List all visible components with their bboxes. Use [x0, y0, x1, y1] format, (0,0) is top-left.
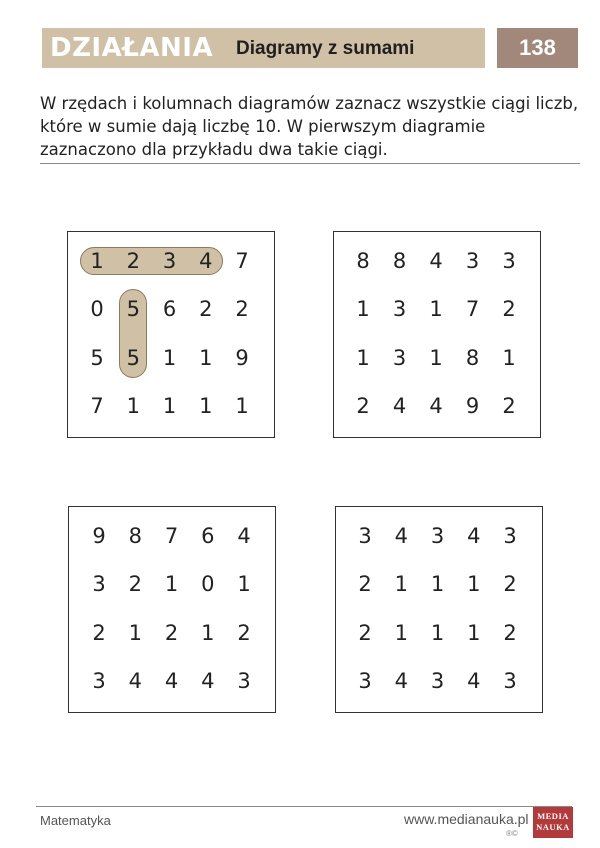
- diagram-cell[interactable]: 5: [126, 297, 140, 322]
- diagram-cell[interactable]: 1: [162, 345, 177, 370]
- diagram-cell[interactable]: 2: [503, 620, 517, 645]
- instructions-text: W rzędach i kolumnach diagramów zaznacz wszystkie ciągi liczb, które w sumie dają liczbę 10. W pierwszym diagramie zaznaczono dla przykładu dwa takie ciągi.: [40, 94, 579, 159]
- diagram-cell[interactable]: 0: [90, 297, 104, 322]
- diagram-cell[interactable]: 2: [358, 620, 372, 645]
- divider-top: [40, 163, 580, 164]
- footer-copyright: ®©: [506, 829, 518, 838]
- diagram-cell[interactable]: 7: [164, 524, 179, 548]
- footer-subject: Matematyka: [40, 813, 111, 828]
- diagram-cell[interactable]: 1: [502, 345, 516, 370]
- page-title: Diagramy z sumami: [236, 38, 415, 59]
- diagram-cell[interactable]: 2: [235, 297, 249, 322]
- diagram-cell[interactable]: 6: [162, 297, 177, 322]
- diagram-cell[interactable]: 1: [356, 297, 370, 322]
- diagram-cell[interactable]: 3: [465, 249, 480, 273]
- diagram-cell[interactable]: 4: [429, 393, 443, 418]
- diagram-cell[interactable]: 4: [199, 249, 213, 273]
- diagram-cell[interactable]: 2: [358, 572, 372, 597]
- media-nauka-logo: [533, 807, 573, 838]
- diagram-cell[interactable]: 1: [128, 620, 142, 645]
- diagram-cell[interactable]: 1: [356, 345, 370, 370]
- diagram-cell[interactable]: 4: [467, 668, 481, 693]
- diagram-cell[interactable]: 7: [465, 297, 480, 322]
- logo-line-1: MEDIA: [537, 811, 569, 821]
- diagram-cell[interactable]: 3: [162, 249, 177, 273]
- diagram-cell[interactable]: 4: [392, 393, 407, 418]
- diagram-cell[interactable]: 2: [502, 393, 516, 418]
- diagram-cell[interactable]: 5: [90, 345, 104, 370]
- diagram-cell[interactable]: 1: [164, 572, 179, 597]
- diagram-cell[interactable]: 1: [394, 572, 408, 597]
- diagram-cell[interactable]: 2: [502, 297, 516, 322]
- diagram-cell[interactable]: 9: [92, 524, 106, 548]
- diagram-cell[interactable]: 1: [199, 393, 213, 418]
- diagram-cell[interactable]: 4: [429, 249, 443, 273]
- diagram-cell[interactable]: 2: [164, 620, 179, 645]
- diagram-cell[interactable]: 1: [199, 345, 213, 370]
- diagram-cell[interactable]: 8: [128, 524, 142, 548]
- diagram-cell[interactable]: 8: [465, 345, 480, 370]
- diagram-cell[interactable]: 3: [358, 524, 372, 548]
- diagram-cell[interactable]: 1: [90, 249, 104, 273]
- diagram-cell[interactable]: 3: [237, 668, 251, 693]
- diagram-cell[interactable]: 4: [394, 668, 408, 693]
- diagram-cell[interactable]: 1: [394, 620, 408, 645]
- diagram-cell[interactable]: 3: [430, 668, 445, 693]
- diagram-cell[interactable]: 1: [467, 572, 481, 597]
- logo-line-2: NAUKA: [536, 822, 570, 832]
- diagram-cell[interactable]: 4: [237, 524, 251, 548]
- diagram-cell[interactable]: 4: [164, 668, 179, 693]
- diagram-cell[interactable]: 1: [201, 620, 215, 645]
- diagram-cell[interactable]: 1: [429, 297, 443, 322]
- diagram-cell[interactable]: 2: [199, 297, 213, 322]
- diagram-cell[interactable]: 9: [465, 393, 480, 418]
- diagram-cell[interactable]: 7: [235, 249, 249, 273]
- diagram-cell[interactable]: 2: [92, 620, 106, 645]
- diagram-cell[interactable]: 1: [467, 620, 481, 645]
- diagram-cell[interactable]: 3: [92, 572, 106, 597]
- diagram-cell[interactable]: 3: [392, 297, 407, 322]
- diagram-cell[interactable]: 6: [201, 524, 215, 548]
- diagram-cell[interactable]: 5: [126, 345, 140, 370]
- diagram-cell[interactable]: 1: [162, 393, 177, 418]
- section-title: DZIAŁANIA: [50, 33, 214, 63]
- diagram-cell[interactable]: 2: [126, 249, 140, 273]
- diagram-cell[interactable]: 3: [358, 668, 372, 693]
- diagram-cell[interactable]: 3: [503, 524, 517, 548]
- diagram-cell[interactable]: 2: [128, 572, 142, 597]
- diagram-cell[interactable]: 3: [502, 249, 516, 273]
- diagram-cell[interactable]: 3: [392, 345, 407, 370]
- diagram-cell[interactable]: 3: [92, 668, 106, 693]
- diagram-cell[interactable]: 1: [430, 572, 445, 597]
- diagram-cell[interactable]: 3: [430, 524, 445, 548]
- diagram-cell[interactable]: 1: [429, 345, 443, 370]
- diagram-cell[interactable]: 2: [503, 572, 517, 597]
- divider-footer: [36, 806, 572, 807]
- diagram-cell[interactable]: 0: [201, 572, 215, 597]
- diagram-cell[interactable]: 8: [356, 249, 370, 273]
- diagram-cell[interactable]: 1: [235, 393, 249, 418]
- footer-website-link[interactable]: www.medianauka.pl: [404, 811, 529, 827]
- diagram-cell[interactable]: 4: [201, 668, 215, 693]
- diagram-cell[interactable]: 4: [128, 668, 142, 693]
- diagram-cell[interactable]: 2: [356, 393, 370, 418]
- diagram-cell[interactable]: 1: [126, 393, 140, 418]
- diagram-cell[interactable]: 4: [394, 524, 408, 548]
- diagram-cell[interactable]: 4: [467, 524, 481, 548]
- diagram-cell[interactable]: 1: [237, 572, 251, 597]
- diagram-cell[interactable]: 8: [392, 249, 407, 273]
- diagram-cell[interactable]: 2: [237, 620, 251, 645]
- page-number: 138: [497, 28, 578, 68]
- diagram-cell[interactable]: 7: [90, 393, 104, 418]
- diagram-cell[interactable]: 1: [430, 620, 445, 645]
- diagram-cell[interactable]: 3: [503, 668, 517, 693]
- diagram-cell[interactable]: 9: [235, 345, 249, 370]
